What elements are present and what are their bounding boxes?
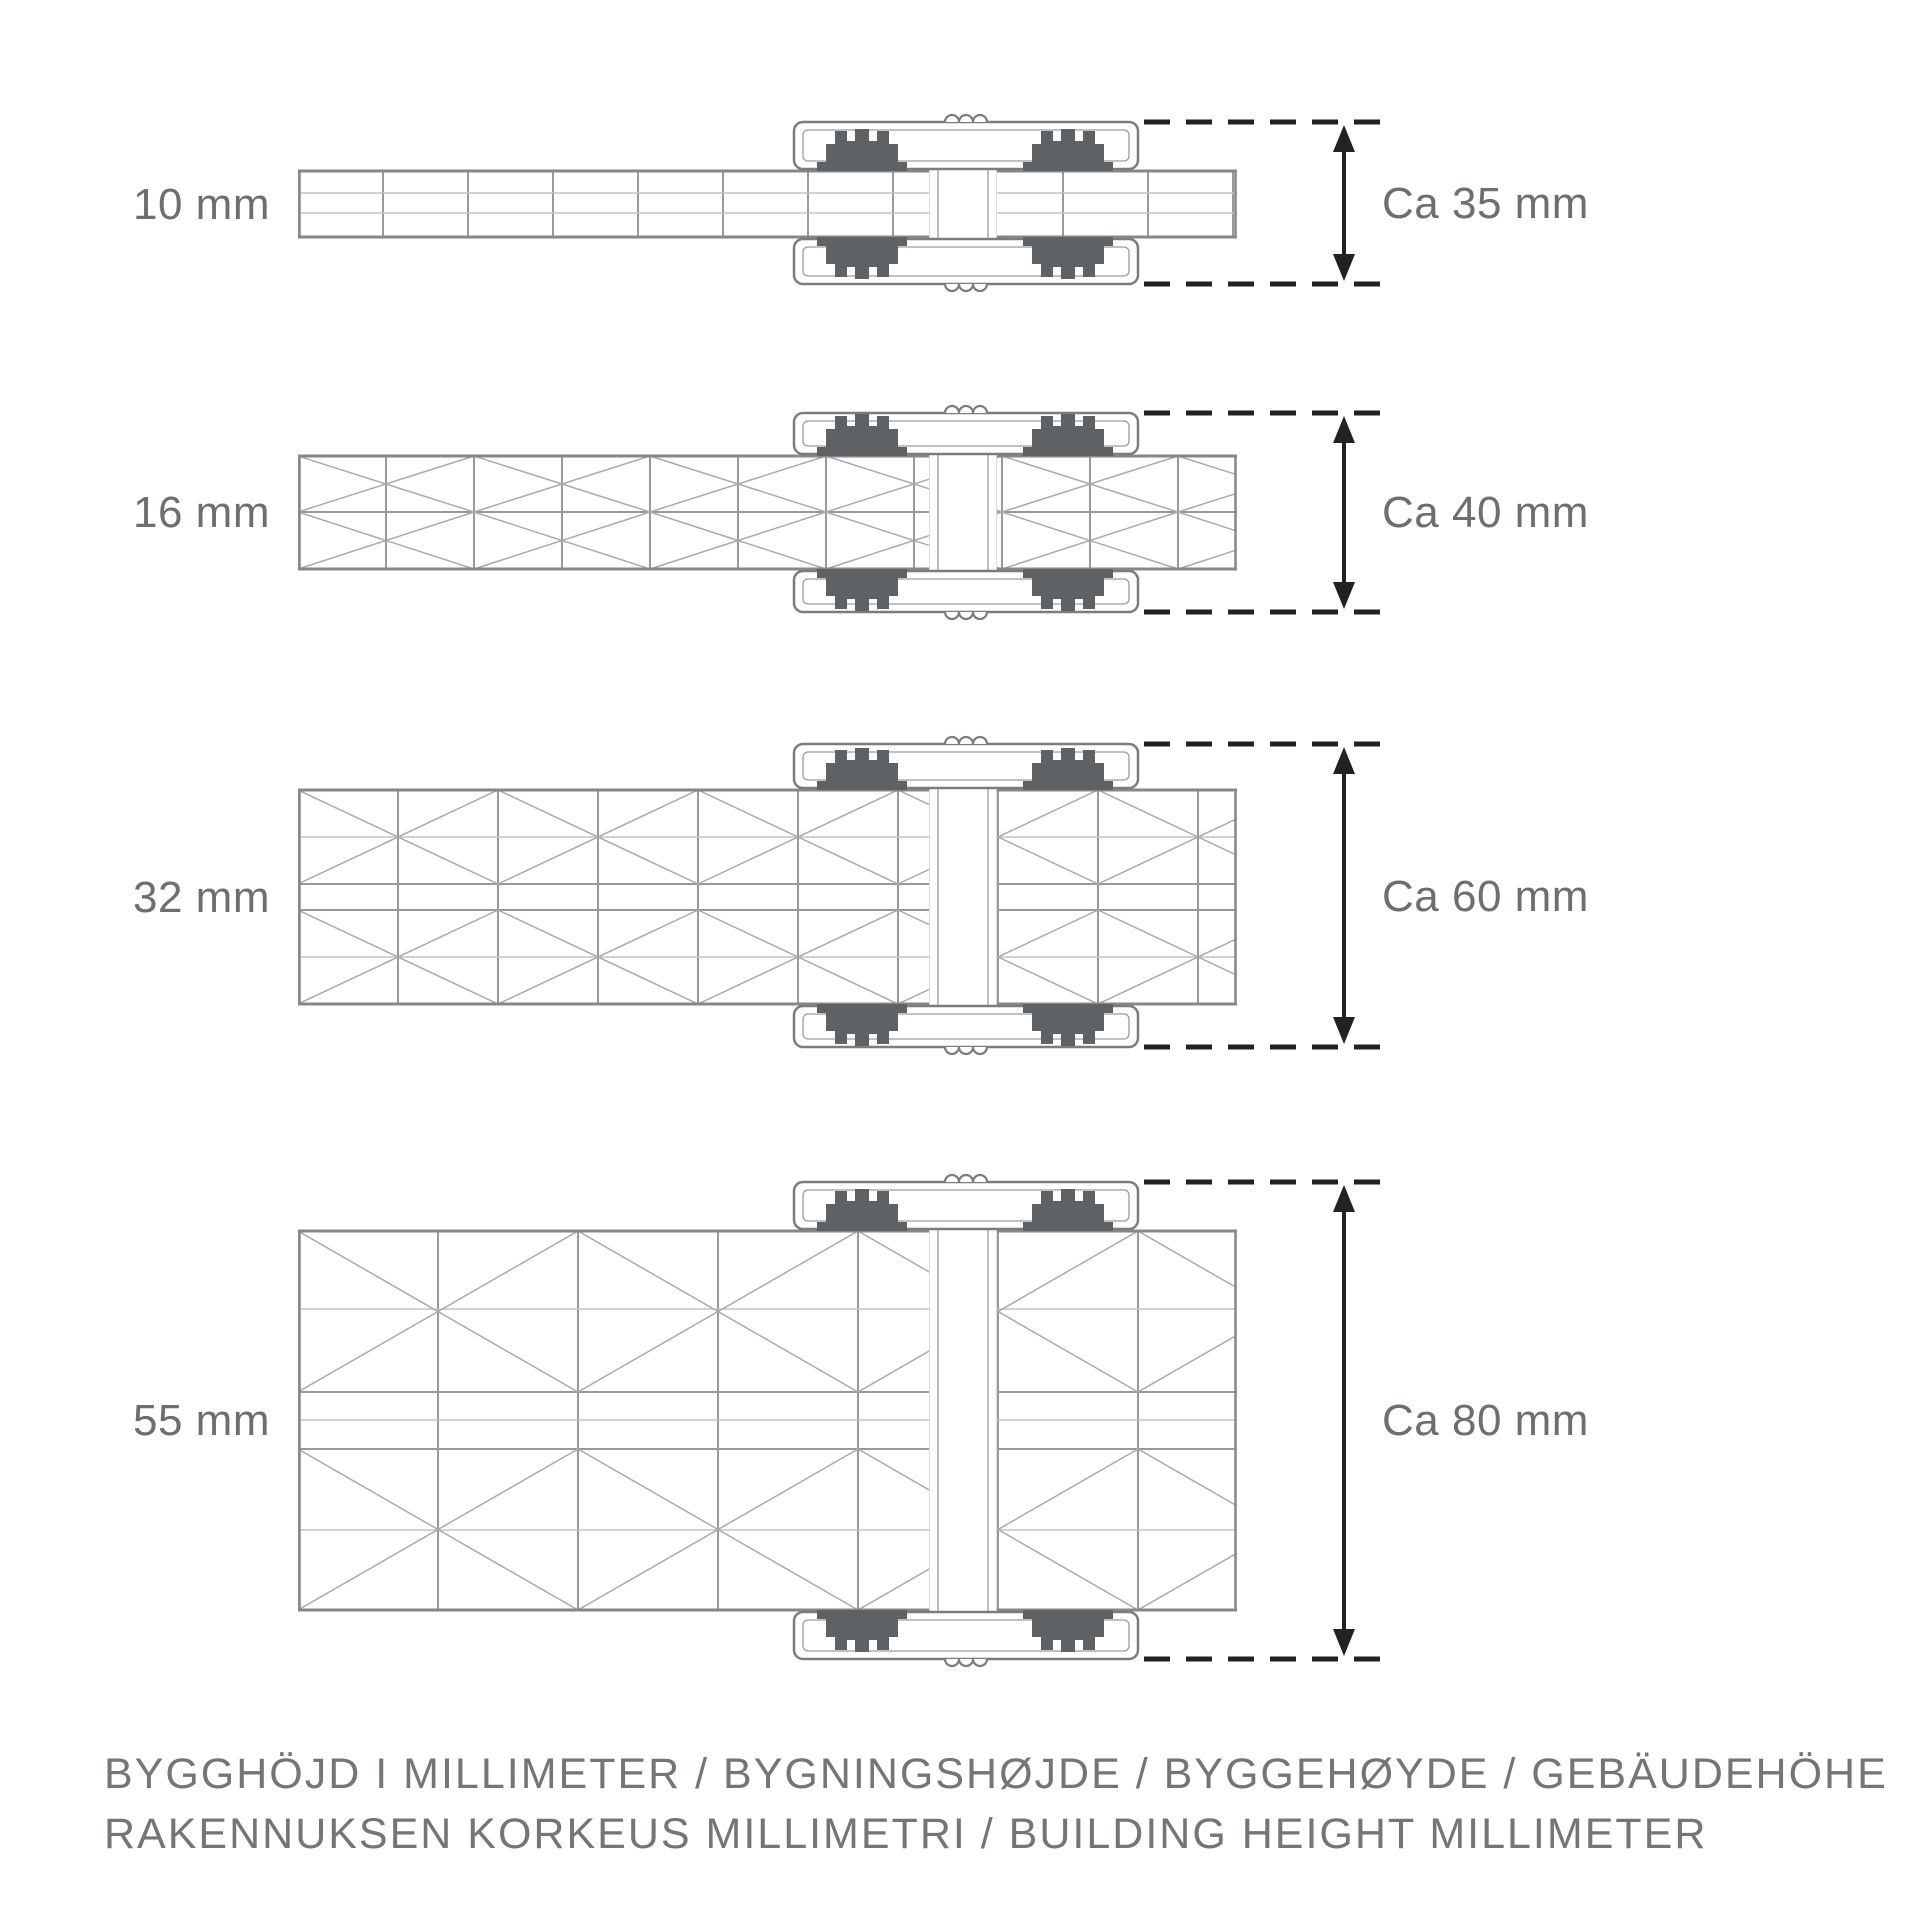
build-height-label: Ca 80 mm	[1382, 1396, 1589, 1445]
profile-cap-ripple	[945, 115, 987, 122]
build-height-label: Ca 40 mm	[1382, 488, 1589, 537]
panel-diagonal	[98, 790, 298, 884]
arrowhead-down-icon	[1333, 1017, 1355, 1044]
arrowhead-up-icon	[1333, 1185, 1355, 1212]
panel-body	[997, 790, 1237, 1004]
row-32mm	[98, 737, 1589, 1054]
arrowhead-down-icon	[1333, 582, 1355, 609]
panel-body	[298, 171, 929, 237]
row-16mm	[122, 406, 1589, 619]
rows-container	[18, 115, 1589, 1666]
row-10mm	[133, 115, 1589, 291]
panel-diagonal	[98, 790, 298, 884]
panel-thickness-label: 55 mm	[133, 1396, 270, 1445]
build-height-label: Ca 35 mm	[1382, 179, 1589, 228]
profile-cap-ripple	[945, 737, 987, 744]
profile-cap-ripple	[945, 1175, 987, 1182]
panel-thickness-label: 10 mm	[133, 180, 270, 229]
profile-cap-ripple	[945, 1659, 987, 1666]
profile-cap-ripple	[945, 284, 987, 291]
arrowhead-up-icon	[1333, 125, 1355, 152]
profile-cap-ripple	[945, 406, 987, 413]
footer-caption	[104, 1750, 1888, 1858]
row-55mm	[18, 1175, 1589, 1666]
arrowhead-up-icon	[1333, 747, 1355, 774]
build-height-label: Ca 60 mm	[1382, 872, 1589, 921]
panel-diagonal	[98, 910, 298, 1004]
arrowhead-down-icon	[1333, 1629, 1355, 1656]
panel-body	[298, 790, 929, 1004]
panel-diagonal	[18, 1231, 298, 1392]
panel-diagonal	[18, 1231, 298, 1392]
panel-diagonal	[18, 1449, 298, 1610]
profile-cap-ripple	[945, 1047, 987, 1054]
profile-cap-ripple	[945, 612, 987, 619]
footer-line-1: BYGGHÖJD I MILLIMETER / BYGNINGSHØJDE / BYGGEHØYDE / GEBÄUDEHÖHE	[104, 1750, 1888, 1798]
panel-diagonal	[98, 910, 298, 1004]
footer-line-2: RAKENNUKSEN KORKEUS MILLIMETRI / BUILDING HEIGHT MILLIMETER	[104, 1810, 1708, 1858]
panel-diagonal	[18, 1449, 298, 1610]
arrowhead-down-icon	[1333, 254, 1355, 281]
arrowhead-up-icon	[1333, 416, 1355, 443]
panel-thickness-label: 16 mm	[133, 488, 270, 537]
panel-thickness-label: 32 mm	[133, 873, 270, 922]
panel-body	[997, 171, 1237, 237]
